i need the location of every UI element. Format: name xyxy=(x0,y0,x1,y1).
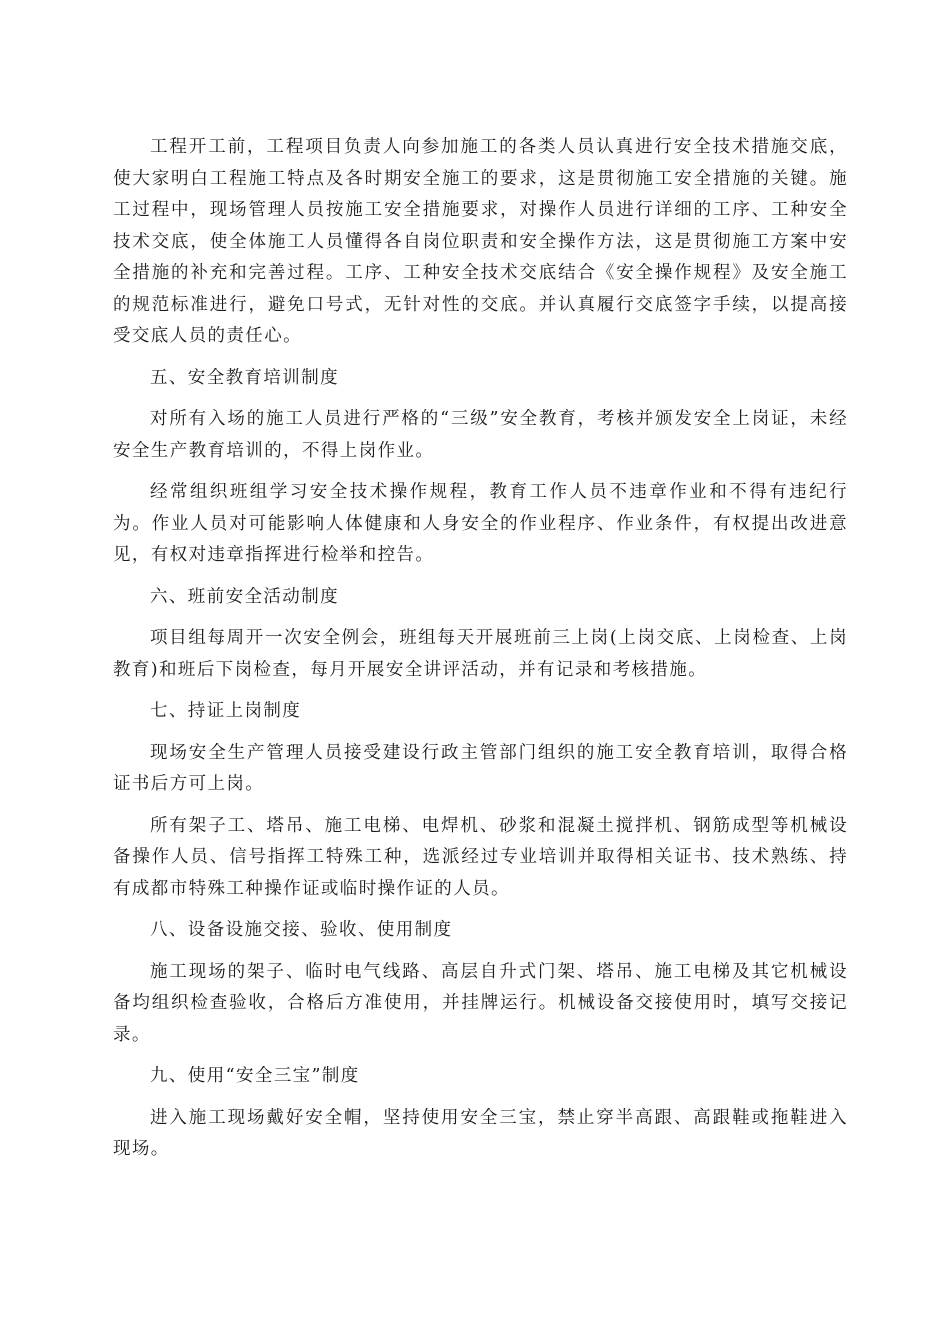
document-body xyxy=(113,132,848,1176)
section-heading-pre-shift: 六、班前安全活动制度 xyxy=(150,586,339,607)
education-paragraph-2: 经常组织班组学习安全技术操作规程，教育工作人员不违章作业和不得有违纪行为。作业人员对可能影响人体健康和人身安全的作业程序、作业条件，有权提出改进意见，有权对违章指挥进行检举和控告。 xyxy=(113,482,848,565)
section-heading-safety-gear: 九、使用“安全三宝”制度 xyxy=(150,1066,360,1086)
pre-shift-paragraph-1: 项目组每周开一次安全例会，班组每天开展班前三上岗(上岗交底、上岗检查、上岗教育)和班后下岗检查，每月开展安全讲评活动，并有记录和考核措施。 xyxy=(113,628,848,680)
education-paragraph-1: 对所有入场的施工人员进行严格的“三级”安全教育，考核并颁发安全上岗证，未经安全生产教育培训的，不得上岗作业。 xyxy=(113,409,848,461)
intro-paragraph: 工程开工前，工程项目负责人向参加施工的各类人员认真进行安全技术措施交底，使大家明白工程施工特点及各时期安全施工的要求，这是贯彻施工安全措施的关键。施工过程中，现场管理人员按施工安全措施要求，对操作人员进行详细的工序、工种安全技术交底，使全体施工人员懂得各自岗位职责和安全操作方法，这是贯彻施工方案中安全措施的补充和完善过程。工序、工种安全技术交底结合《安全操作规程》及安全施工的规范标准进行，避免口号式，无针对性的交底。并认真履行交底签字手续，以提高接受交底人员的责任心。 xyxy=(113,137,848,346)
certification-paragraph-1: 现场安全生产管理人员接受建设行政主管部门组织的施工安全教育培训，取得合格证书后方可上岗。 xyxy=(113,742,848,794)
section-heading-equipment: 八、设备设施交接、验收、使用制度 xyxy=(150,920,453,940)
certification-paragraph-2: 所有架子工、塔吊、施工电梯、电焊机、砂浆和混凝土搅拌机、钢筋成型等机械设备操作人员、信号指挥工特殊工种，选派经过专业培训并取得相关证书、技术熟练、持有成都市特殊工种操作证或临时操作证的人员。 xyxy=(113,815,848,899)
safety-gear-paragraph-1: 进入施工现场戴好安全帽，坚持使用安全三宝，禁止穿半高跟、高跟鞋或拖鞋进入现场。 xyxy=(113,1107,848,1159)
section-heading-certification: 七、持证上岗制度 xyxy=(150,701,302,721)
equipment-paragraph-1: 施工现场的架子、临时电气线路、高层自升式门架、塔吊、施工电梯及其它机械设备均组织检查验收，合格后方准使用，并挂牌运行。机械设备交接使用时，填写交接记录。 xyxy=(113,961,848,1045)
section-heading-education: 五、安全教育培训制度 xyxy=(150,367,339,388)
